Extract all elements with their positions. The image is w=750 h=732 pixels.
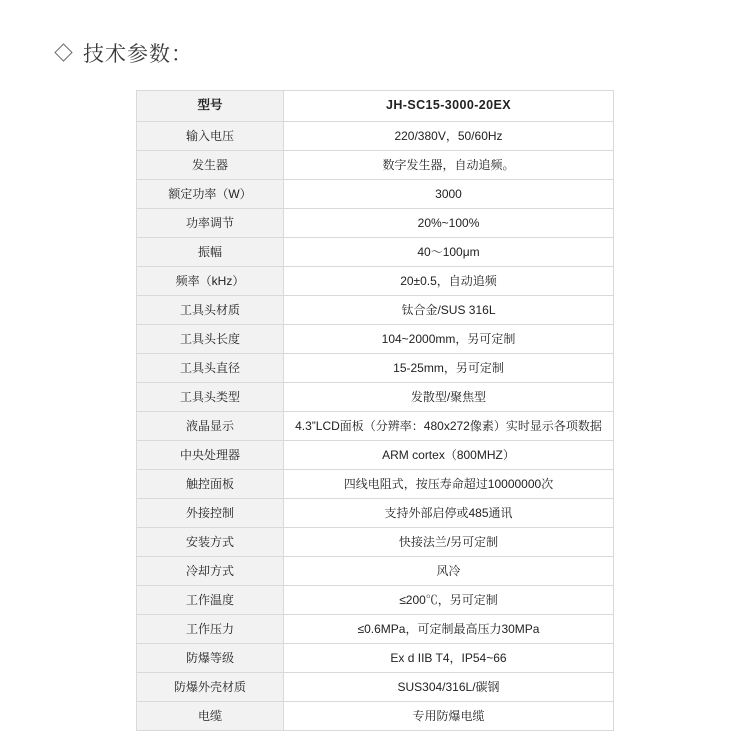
spec-label-cell: 冷却方式 [137,557,284,586]
spec-label-cell: 功率调节 [137,209,284,238]
spec-label-cell: 工具头长度 [137,325,284,354]
table-row [137,354,614,383]
spec-label-cell: 液晶显示 [137,412,284,441]
table-row [137,499,614,528]
table-row [137,91,614,122]
spec-value-cell: Ex d IIB T4，IP54~66 [284,644,614,673]
table-row [137,238,614,267]
table-row [137,267,614,296]
table-row [137,441,614,470]
spec-value-cell: 4.3”LCD面板（分辨率：480x272像素）实时显示各项数据 [284,412,614,441]
spec-value-cell: 四线电阻式，按压寿命超过10000000次 [284,470,614,499]
spec-value-cell: 发散型/聚焦型 [284,383,614,412]
spec-value-cell: 40～100μm [284,238,614,267]
spec-value-cell: 104~2000mm，另可定制 [284,325,614,354]
spec-label-cell: 防爆外壳材质 [137,673,284,702]
spec-label-cell: 额定功率（W） [137,180,284,209]
table-row [137,528,614,557]
table-row [137,615,614,644]
spec-value-cell: 数字发生器，自动追频。 [284,151,614,180]
spec-label-cell: 工作温度 [137,586,284,615]
spec-value-cell: 风冷 [284,557,614,586]
table-row [137,151,614,180]
table-row [137,557,614,586]
spec-label-cell: 振幅 [137,238,284,267]
spec-value-cell: ≤0.6MPa，可定制最高压力30MPa [284,615,614,644]
table-row [137,673,614,702]
spec-label-cell: 型号 [137,91,284,122]
spec-label-cell: 外接控制 [137,499,284,528]
spec-label-cell: 工具头类型 [137,383,284,412]
spec-label-cell: 电缆 [137,702,284,731]
spec-label-cell: 触控面板 [137,470,284,499]
spec-value-cell: 专用防爆电缆 [284,702,614,731]
spec-value-cell: 快接法兰/另可定制 [284,528,614,557]
spec-label-cell: 工具头材质 [137,296,284,325]
table-row [137,412,614,441]
table-row [137,470,614,499]
spec-label-cell: 安装方式 [137,528,284,557]
spec-value-cell: SUS304/316L/碳钢 [284,673,614,702]
spec-value-cell: 钛合金/SUS 316L [284,296,614,325]
spec-table-container [136,90,614,731]
spec-table-body [137,91,614,731]
spec-value-cell: JH-SC15-3000-20EX [284,91,614,122]
spec-value-cell: 20±0.5，自动追频 [284,267,614,296]
spec-label-cell: 工具头直径 [137,354,284,383]
table-row [137,644,614,673]
spec-value-cell: 20%~100% [284,209,614,238]
page-title-label: 技术参数： [83,43,193,66]
table-row [137,296,614,325]
spec-label-cell: 工作压力 [137,615,284,644]
spec-label-cell: 发生器 [137,151,284,180]
table-row [137,325,614,354]
spec-label-cell: 频率（kHz） [137,267,284,296]
table-row [137,209,614,238]
diamond-icon [55,44,73,62]
spec-value-cell: ≤200℃，另可定制 [284,586,614,615]
spec-value-cell: 3000 [284,180,614,209]
spec-value-cell: ARM cortex（800MHZ） [284,441,614,470]
table-row [137,586,614,615]
spec-value-cell: 15-25mm，另可定制 [284,354,614,383]
table-row [137,702,614,731]
spec-label-cell: 防爆等级 [137,644,284,673]
spec-label-cell: 中央处理器 [137,441,284,470]
table-row [137,180,614,209]
spec-value-cell: 支持外部启停或485通讯 [284,499,614,528]
spec-value-cell: 220/380V，50/60Hz [284,122,614,151]
table-row [137,122,614,151]
spec-label-cell: 输入电压 [137,122,284,151]
page-title [0,0,750,68]
table-row [137,383,614,412]
specifications-table [136,90,614,731]
